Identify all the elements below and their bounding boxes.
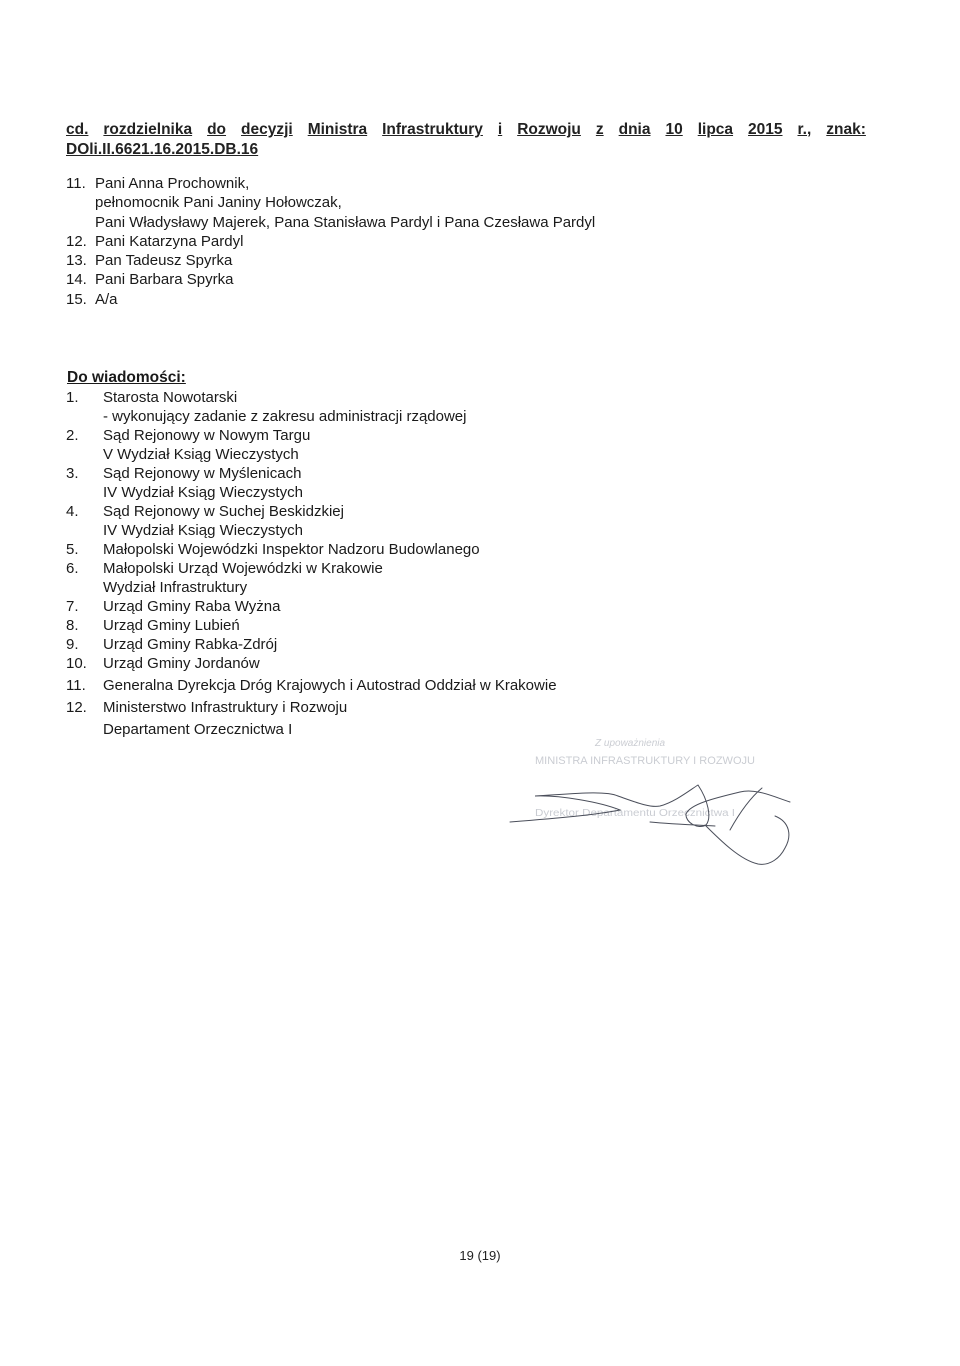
list-item — [66, 540, 557, 559]
list-item — [66, 270, 595, 289]
item-text: Pani Barbara Spyrka — [95, 271, 234, 289]
list-item — [66, 654, 557, 673]
item-text: IV Wydział Ksiąg Wieczystych — [103, 522, 303, 539]
item-text: Departament Orzecznictwa I — [103, 721, 293, 738]
item-text: Urząd Gminy Jordanów — [103, 655, 260, 672]
page-number: 19 (19) — [459, 1248, 501, 1263]
item-text: V Wydział Ksiąg Wieczystych — [103, 446, 299, 463]
list-item — [66, 464, 557, 483]
item-number: 11. — [66, 677, 86, 694]
item-text: Urząd Gminy Raba Wyżna — [103, 598, 281, 615]
list-item — [66, 388, 557, 407]
item-text: Pani Katarzyna Pardyl — [95, 232, 244, 250]
item-text: Małopolski Wojewódzki Inspektor Nadzoru Budowlanego — [103, 541, 480, 558]
item-number: 5. — [66, 541, 79, 558]
item-number: 11. — [66, 175, 86, 192]
item-number: 12. — [66, 699, 87, 716]
header-word: 10 — [665, 121, 683, 138]
header-word: decyzji — [241, 121, 293, 138]
section-title: Do wiadomości: — [67, 369, 186, 386]
item-text: Małopolski Urząd Wojewódzki w Krakowie — [103, 560, 383, 577]
item-text: IV Wydział Ksiąg Wieczystych — [103, 484, 303, 501]
header-word: r., — [797, 121, 812, 138]
header-word: lipca — [697, 121, 734, 138]
item-text: Sąd Rejonowy w Myślenicach — [103, 465, 302, 482]
list-item — [66, 290, 595, 309]
list-item — [66, 616, 557, 635]
header-word: do — [207, 121, 227, 138]
item-text: Urząd Gminy Rabka-Zdrój — [103, 636, 278, 653]
item-number: 3. — [66, 465, 79, 482]
item-number: 1. — [66, 389, 79, 406]
header-word: dnia — [618, 121, 651, 138]
list-item — [66, 676, 557, 695]
header-word: Infrastruktury — [382, 121, 483, 138]
header-word: cd. — [66, 121, 89, 138]
item-text: Generalna Dyrekcja Dróg Krajowych i Autostrad Oddział w Krakowie — [103, 677, 557, 694]
item-number: 14. — [66, 271, 87, 289]
header-word: i — [497, 121, 503, 138]
case-reference: DOli.II.6621.16.2015.DB.16 — [66, 141, 259, 158]
list-item — [66, 635, 557, 654]
header-word: 2015 — [748, 121, 783, 138]
item-text: Pan Tadeusz Spyrka — [95, 252, 233, 270]
header-word: rozdzielnika — [103, 121, 193, 138]
list-item — [66, 502, 557, 521]
list-item — [66, 597, 557, 616]
item-number: 7. — [66, 598, 79, 615]
item-text: Wydział Infrastruktury — [103, 579, 248, 596]
document-header — [66, 120, 866, 160]
list-item — [66, 698, 557, 717]
item-text: Pani Władysławy Majerek, Pana Stanisława Pardyl i Pana Czesława Pardyl — [95, 213, 596, 231]
item-number: 12. — [66, 232, 87, 250]
handwritten-signature — [510, 785, 790, 864]
item-number: 9. — [66, 636, 79, 653]
header-word: Rozwoju — [517, 121, 581, 138]
item-number: 6. — [66, 560, 79, 577]
item-number: 10. — [66, 655, 87, 672]
item-text: - wykonujący zadanie z zakresu administracji rządowej — [103, 408, 467, 425]
header-word: z — [595, 121, 604, 138]
info-recipients-list — [66, 388, 557, 739]
list-item — [66, 174, 595, 193]
item-text: Urząd Gminy Lubień — [103, 617, 240, 634]
item-number: 4. — [66, 503, 79, 520]
signature-stamp — [500, 730, 800, 880]
item-text: Sąd Rejonowy w Suchej Beskidzkiej — [103, 503, 344, 520]
recipients-list — [66, 174, 595, 309]
item-number: 2. — [66, 427, 79, 444]
header-word: Ministra — [307, 121, 368, 138]
item-number: 15. — [66, 290, 87, 308]
stamp-line-1: Z upoważnienia — [595, 738, 666, 749]
list-item — [66, 232, 595, 251]
item-text: Sąd Rejonowy w Nowym Targu — [103, 427, 311, 444]
stamp-line-3: Dyrektor Departamentu Orzecznictwa I — [535, 808, 735, 819]
header-word: znak: — [826, 121, 866, 138]
list-item — [66, 426, 557, 445]
list-item — [66, 559, 557, 578]
header-line-1 — [66, 120, 866, 140]
item-text: Ministerstwo Infrastruktury i Rozwoju — [103, 699, 348, 716]
item-number: 13. — [66, 252, 87, 270]
item-text: A/a — [95, 290, 118, 308]
stamp-text — [535, 738, 755, 819]
item-text: pełnomocnik Pani Janiny Hołowczak, — [95, 194, 342, 212]
item-text: Pani Anna Prochownik, — [95, 175, 250, 192]
item-number: 8. — [66, 617, 79, 634]
stamp-line-2: MINISTRA INFRASTRUKTURY I ROZWOJU — [535, 755, 756, 767]
item-text: Starosta Nowotarski — [103, 389, 238, 406]
list-item — [66, 251, 595, 270]
